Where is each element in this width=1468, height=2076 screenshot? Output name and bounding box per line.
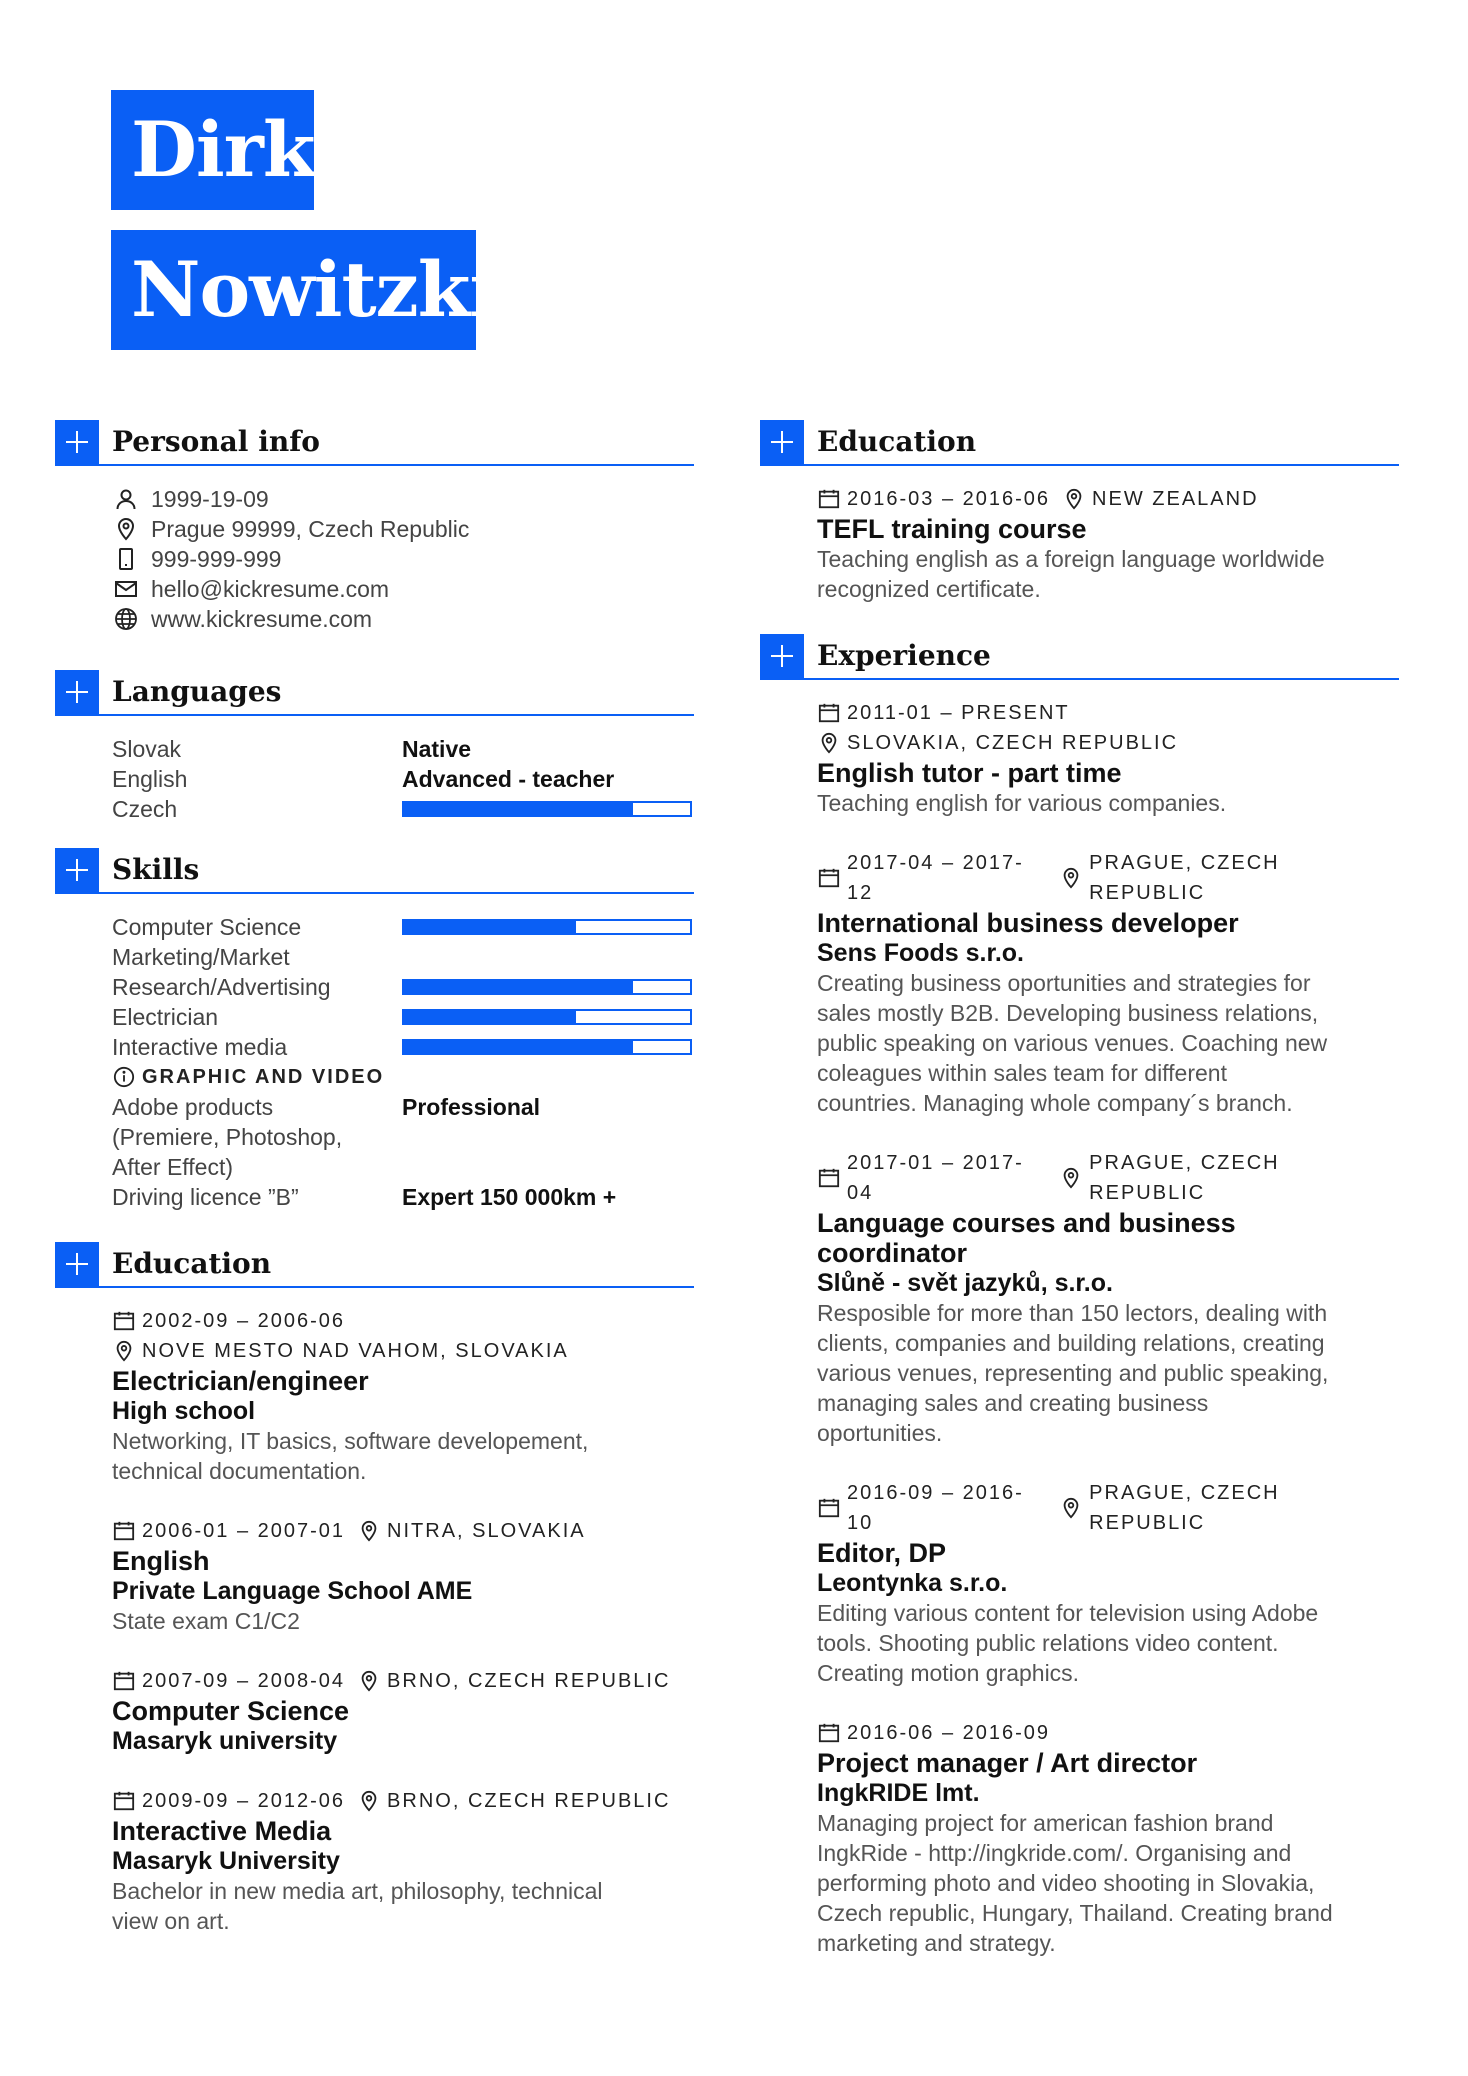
entry-location: BRNO, CZECH REPUBLIC (387, 1790, 671, 1812)
entry-date: 2002-09 – 2006-06 (142, 1310, 346, 1332)
section-title: Education (817, 425, 977, 458)
location-icon (1059, 1166, 1083, 1190)
person-icon (112, 485, 140, 513)
skill-group-title (112, 1062, 694, 1092)
entry (817, 698, 1399, 818)
entry (817, 1478, 1399, 1688)
entry-description: oportunities. (817, 1420, 943, 1446)
entry-date: 2017-04 – 2017-12 (847, 852, 1024, 904)
entry-description: performing photo and video shooting in Slovakia, (817, 1870, 1315, 1896)
entry (817, 848, 1399, 1118)
entry-description: Bachelor in new media art, philosophy, technical (112, 1878, 603, 1904)
education-left-header (55, 1242, 694, 1288)
entry-description: Networking, IT basics, software developement, (112, 1428, 589, 1454)
entry-description: Resposible for more than 150 lectors, dealing with (817, 1300, 1328, 1326)
location-icon (357, 1519, 381, 1543)
skill-group-label: GRAPHIC AND VIDEO (142, 1066, 385, 1088)
skills-header (55, 848, 694, 894)
entry-title: coordinator (817, 1238, 968, 1268)
entry-title: International business developer (817, 908, 1239, 938)
skills-section (55, 848, 694, 1212)
skill-extra-line: (Premiere, Photoshop, (112, 1124, 343, 1150)
languages-body (55, 734, 694, 824)
skill-extra-value: Professional (402, 1094, 541, 1120)
entry-title: Language courses and business (817, 1208, 1236, 1238)
location-icon (1059, 866, 1083, 890)
languages-section (55, 670, 694, 824)
skills-body (55, 912, 694, 1212)
plus-icon (760, 420, 804, 464)
section-title: Skills (112, 853, 200, 886)
entry-description: technical documentation. (112, 1458, 367, 1484)
entry-date: 2016-09 – 2016-10 (847, 1482, 1024, 1534)
entry-title: Electrician/engineer (112, 1366, 369, 1396)
skill-extra-line: After Effect) (112, 1154, 234, 1180)
entry-description: Creating motion graphics. (817, 1660, 1080, 1686)
entry (817, 484, 1399, 604)
entry-meta (112, 1666, 694, 1696)
language-name: English (112, 766, 188, 792)
section-title: Education (112, 1247, 272, 1280)
entry-meta (112, 1306, 694, 1336)
calendar-icon (817, 1166, 841, 1190)
entry-description: coleagues within sales team for different (817, 1060, 1227, 1086)
education-right-body (760, 484, 1399, 604)
entry-description: various venues, representing and public speaking, (817, 1360, 1329, 1386)
entry-date: 2009-09 – 2012-06 (142, 1790, 346, 1812)
skill-bar-fill (404, 921, 576, 933)
calendar-icon (112, 1309, 136, 1333)
entry-description: clients, companies and building relations, creating (817, 1330, 1325, 1356)
entry-description: Teaching english for various companies. (817, 790, 1227, 816)
entry-meta (112, 1786, 694, 1816)
entry-title: Computer Science (112, 1696, 350, 1726)
level-bar-fill (404, 803, 633, 815)
entry-meta (817, 728, 1399, 758)
skill-extra (112, 1182, 694, 1212)
entry-subtitle: High school (112, 1397, 256, 1425)
entry-description: Managing project for american fashion brand (817, 1810, 1274, 1836)
plus-icon (55, 848, 99, 892)
calendar-icon (817, 1496, 841, 1520)
entry-description: recognized certificate. (817, 576, 1041, 602)
plus-icon (55, 670, 99, 714)
entry-title: Interactive Media (112, 1816, 332, 1846)
entry-meta (817, 1718, 1399, 1748)
entry-description: IngkRide - http://ingkride.com/. Organising and (817, 1840, 1292, 1866)
location-icon (357, 1669, 381, 1693)
entry-subtitle: Leontynka s.r.o. (817, 1569, 1008, 1597)
entry-description: Czech republic, Hungary, Thailand. Creating brand (817, 1900, 1333, 1926)
skill-extra (112, 1092, 694, 1182)
location-icon (112, 515, 140, 543)
entry-subtitle: IngkRIDE lmt. (817, 1779, 980, 1807)
language-level: Advanced - teacher (402, 766, 615, 792)
calendar-icon (817, 487, 841, 511)
skill-extra-line: Driving licence ”B” (112, 1184, 299, 1210)
skill-row (112, 912, 694, 942)
info-row (112, 544, 694, 574)
skill-bar (402, 919, 692, 935)
skill-bar (402, 1009, 692, 1025)
location-icon (357, 1789, 381, 1813)
last-name: Nowitzki (111, 230, 476, 350)
skill-row (112, 1002, 694, 1032)
entry-date: 2016-03 – 2016-06 (847, 488, 1051, 510)
skill-extra-label (112, 1092, 402, 1182)
entry (112, 1306, 694, 1486)
skill-extra-value: Expert 150 000km + (402, 1184, 617, 1210)
entry-location: BRNO, CZECH REPUBLIC (387, 1670, 671, 1692)
info-value: www.kickresume.com (151, 606, 373, 632)
entry-date: 2006-01 – 2007-01 (142, 1520, 346, 1542)
info-value: Prague 99999, Czech Republic (151, 516, 470, 542)
entry-location: NOVE MESTO NAD VAHOM, SLOVAKIA (142, 1340, 569, 1362)
language-row (112, 764, 694, 794)
entry-description: Editing various content for television using Adobe (817, 1600, 1319, 1626)
skill-name: Marketing/Market (112, 944, 290, 970)
entry-title: Project manager / Art director (817, 1748, 1198, 1778)
skill-extra-label (112, 1182, 402, 1212)
skill-row (112, 942, 694, 972)
section-title: Experience (817, 639, 991, 672)
experience-section (760, 634, 1399, 1958)
education-left-section (55, 1242, 694, 1936)
first-name: Dirk (111, 90, 314, 210)
entry-description: marketing and strategy. (817, 1930, 1056, 1956)
entry-location: NEW ZEALAND (1092, 488, 1259, 510)
education-left-body (55, 1306, 694, 1936)
level-bar (402, 801, 692, 817)
entry-description: managing sales and creating business (817, 1390, 1209, 1416)
entry-description: sales mostly B2B. Developing business relations, (817, 1000, 1319, 1026)
language-row (112, 734, 694, 764)
languages-header (55, 670, 694, 716)
entry-location: NITRA, SLOVAKIA (387, 1520, 586, 1542)
calendar-icon (112, 1669, 136, 1693)
entry-subtitle: Slůně - svět jazyků, s.r.o. (817, 1269, 1113, 1297)
calendar-icon (817, 701, 841, 725)
info-row (112, 484, 694, 514)
entry-date: 2016-06 – 2016-09 (847, 1722, 1051, 1744)
personal-info-header (55, 420, 694, 466)
skill-extra-line: Adobe products (112, 1094, 274, 1120)
skill-bar-fill (404, 1041, 633, 1053)
entry (112, 1666, 694, 1756)
language-level: Native (402, 736, 472, 762)
skill-bar (402, 1039, 692, 1055)
phone-icon (112, 545, 140, 573)
experience-body (760, 698, 1399, 1958)
language-name: Slovak (112, 736, 182, 762)
entry-meta (817, 698, 1399, 728)
calendar-icon (817, 866, 841, 890)
education-right-header (760, 420, 1399, 466)
entry-meta (817, 484, 1399, 514)
entry-subtitle: Private Language School AME (112, 1577, 473, 1605)
info-value: hello@kickresume.com (151, 576, 390, 602)
skill-row (112, 972, 694, 1002)
entry-title: English (112, 1546, 210, 1576)
entry-subtitle: Sens Foods s.r.o. (817, 939, 1024, 967)
calendar-icon (817, 1721, 841, 1745)
personal-info-body (55, 484, 694, 634)
entry-meta (112, 1516, 694, 1546)
location-icon (1062, 487, 1086, 511)
left-column (55, 420, 694, 1966)
language-name: Czech (112, 796, 178, 822)
skill-name: Interactive media (112, 1034, 288, 1060)
skill-name: Research/Advertising (112, 974, 331, 1000)
entry-meta (112, 1336, 694, 1366)
entry-date: 2011-01 – PRESENT (847, 702, 1070, 724)
entry-location: PRAGUE, CZECH REPUBLIC (1089, 1482, 1280, 1534)
calendar-icon (112, 1519, 136, 1543)
skill-bar-fill (404, 1011, 576, 1023)
entry-description: Teaching english as a foreign language worldwide (817, 546, 1325, 572)
info-value: 1999-19-09 (151, 486, 269, 512)
globe-icon (112, 605, 140, 633)
section-title: Personal info (112, 425, 320, 458)
plus-icon (760, 634, 804, 678)
entry-meta (817, 848, 1399, 908)
calendar-icon (112, 1789, 136, 1813)
personal-info-section (55, 420, 694, 634)
entry-description: Creating business oportunities and strategies for (817, 970, 1311, 996)
entry (112, 1786, 694, 1936)
entry-description: tools. Shooting public relations video content. (817, 1630, 1279, 1656)
entry-title: English tutor - part time (817, 758, 1122, 788)
info-row (112, 604, 694, 634)
plus-icon (55, 1242, 99, 1286)
entry-description: public speaking on various venues. Coaching new (817, 1030, 1328, 1056)
education-right-section (760, 420, 1399, 604)
language-row (112, 794, 694, 824)
entry-location: PRAGUE, CZECH REPUBLIC (1089, 1152, 1280, 1204)
entry-title: TEFL training course (817, 514, 1087, 544)
location-icon (112, 1339, 136, 1363)
location-icon (1059, 1496, 1083, 1520)
location-icon (817, 731, 841, 755)
entry-description: countries. Managing whole company´s branch. (817, 1090, 1293, 1116)
plus-icon (55, 420, 99, 464)
entry (112, 1516, 694, 1636)
section-title: Languages (112, 675, 282, 708)
entry-subtitle: Masaryk University (112, 1847, 340, 1875)
mail-icon (112, 575, 140, 603)
entry-description: State exam C1/C2 (112, 1608, 300, 1634)
skill-name: Electrician (112, 1004, 219, 1030)
experience-header (760, 634, 1399, 680)
skill-row (112, 1032, 694, 1062)
entry-location: PRAGUE, CZECH REPUBLIC (1089, 852, 1280, 904)
info-row (112, 574, 694, 604)
entry (817, 1718, 1399, 1958)
skill-name: Computer Science (112, 914, 302, 940)
entry-meta (817, 1148, 1399, 1208)
entry (817, 1148, 1399, 1448)
entry-meta (817, 1478, 1399, 1538)
info-icon (112, 1065, 136, 1089)
entry-location: SLOVAKIA, CZECH REPUBLIC (847, 732, 1179, 754)
info-value: 999-999-999 (151, 546, 282, 572)
skill-bar-fill (404, 981, 633, 993)
entry-date: 2017-01 – 2017-04 (847, 1152, 1024, 1204)
right-column (760, 420, 1399, 1988)
entry-subtitle: Masaryk university (112, 1727, 338, 1755)
entry-date: 2007-09 – 2008-04 (142, 1670, 346, 1692)
entry-description: view on art. (112, 1908, 230, 1934)
skill-bar (402, 979, 692, 995)
info-row (112, 514, 694, 544)
entry-title: Editor, DP (817, 1538, 947, 1568)
